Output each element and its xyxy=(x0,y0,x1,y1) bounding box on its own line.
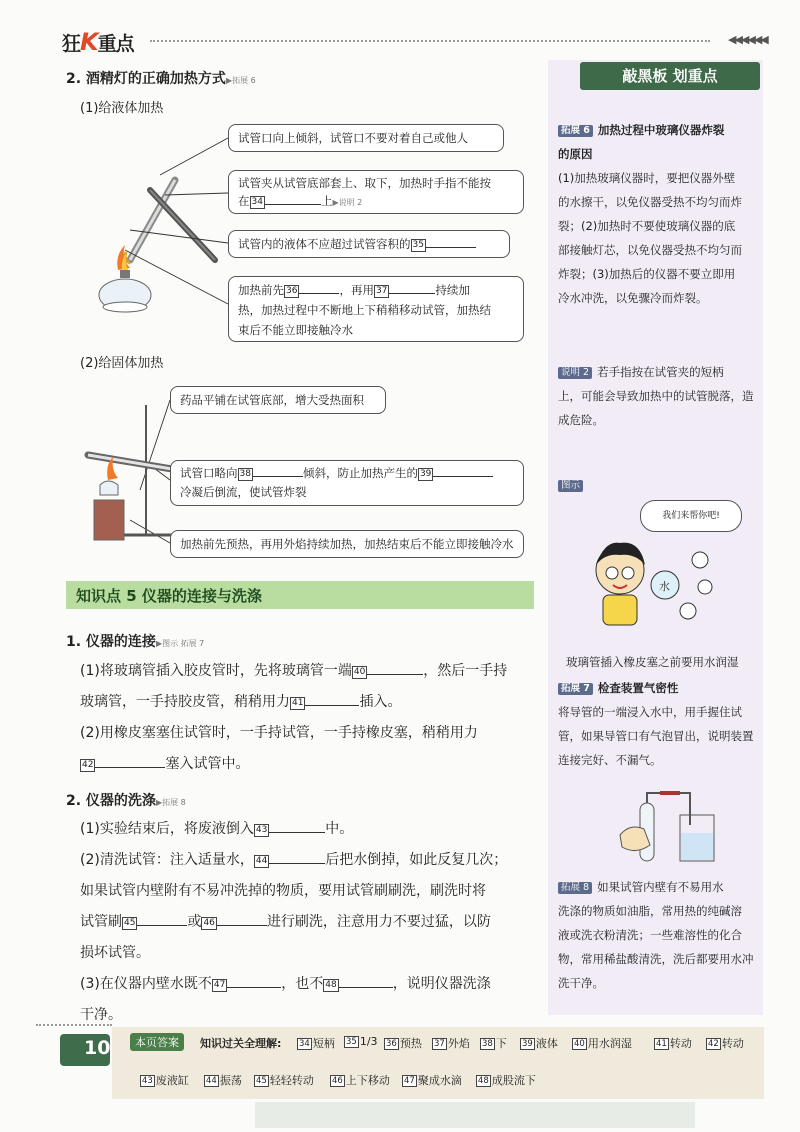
connection-paragraph-1: (1)将玻璃管插入胶皮管时，先将玻璃管一端 40 ，然后一手持 玻璃管，一手持胶皮管，稍稍用力 41 插入。 xyxy=(80,663,508,710)
water-label: 水 xyxy=(659,580,670,593)
washing-paragraph-2: (2)清洗试管：注入适量水， 44 后把水倒掉，如此反复几次； 如果试管内壁附有不易冲洗掉的物质，要用试管刷刷洗，刷洗时将 试管刷 45 或 46 进行刷洗，注意用力不要过猛，以防 损坏试管。 xyxy=(80,852,508,961)
solid-heating-title: (2)给固体加热 xyxy=(80,356,164,371)
sidebar-extension-7: 拓展 7 检查装置气密性 将导管的一端浸入水中，用手握住试 管，如果导管口有气泡冒出，说明装置 连接完好、不漏气。 xyxy=(558,681,754,767)
tip-spread-sample: 药品平铺在试管底部，增大受热面积 xyxy=(170,386,386,414)
sidebar-extension-6: 拓展 6 加热过程中玻璃仪器炸裂 的原因 (1)加热玻璃仪器时，要把仪器外壁 的水擦干，以免仪器受热不均匀而炸 裂；(2)加热时不要使玻璃仪器的底 部接触灯芯，以免仪器受热不均匀而 炸裂；(3)加热后的仪器不要立即用 冷水冲洗，以免骤冷而炸裂。 xyxy=(558,123,742,305)
tip-preheat: 加热前先 36 ，再用 37 持续加 热，加热过程中不断地上下稍稍移动试管，加热结 束后不能立即接触冷水 xyxy=(228,276,524,342)
subsection-title-washing: 2. 仪器的洗涤▶拓展 8 xyxy=(66,793,186,809)
figure-caption: 玻璃管插入橡皮塞之前要用水润湿 xyxy=(566,655,739,669)
tip-outer-flame: 加热前先预热，再用外焰持续加热，加热结束后不能立即接触冷水 xyxy=(170,530,524,558)
answer-42: 42 转动 xyxy=(708,1037,744,1050)
answer-40: 40 用水润湿 xyxy=(574,1037,632,1050)
brand-logo: 狂K重点 xyxy=(62,28,134,56)
answer-48: 48 成股流下 xyxy=(478,1074,536,1087)
tip-tube-angle: 试管口向上倾斜，试管口不要对着自己或他人 xyxy=(228,124,504,152)
answer-39: 39 液体 xyxy=(522,1037,558,1050)
answer-44: 44 振荡 xyxy=(206,1074,242,1087)
sidebar-note-2: 说明 2 若手指按在试管夹的短柄 上，可能会导致加热中的试管脱落，造 成危险。 xyxy=(558,365,754,427)
answer-46: 46 上下移动 xyxy=(332,1074,390,1087)
speech-bubble: 我们来帮你吧! xyxy=(640,500,742,532)
sidebar-heading: 敲黑板 划重点 xyxy=(580,62,760,90)
page-number: 10 xyxy=(84,1037,111,1059)
answer-label: 本页答案 xyxy=(130,1033,184,1051)
tip-tube-tilt: 试管口略向 38 倾斜，防止加热产生的 39 冷凝后倒流，使试管炸裂 xyxy=(170,460,524,506)
answer-38: 38 下 xyxy=(482,1037,507,1050)
washing-paragraph-3: (3)在仪器内壁水既不 47 ，也不 48 ，说明仪器洗涤 干净。 xyxy=(80,976,491,1023)
section-title-heating: 2. 酒精灯的正确加热方式▶拓展 6 xyxy=(66,71,256,87)
tip-tube-holder: 试管夹从试管底部套上、取下，加热时手指不能按 在 34 上▶说明 2 xyxy=(228,170,524,214)
answer-36: 36 预热 xyxy=(386,1037,422,1050)
answer-37: 37 外焰 xyxy=(434,1037,470,1050)
connection-paragraph-2: (2)用橡皮塞塞住试管时，一手持试管，一手持橡皮塞，稍稍用力 42 塞入试管中。 xyxy=(80,725,478,772)
answer-34: 34 短柄 xyxy=(299,1037,335,1050)
answer-47: 47 聚成水滴 xyxy=(404,1074,462,1087)
tip-liquid-volume: 试管内的液体不应超过试管容积的 35 xyxy=(228,230,510,258)
washing-paragraph-1: (1)实验结束后，将废液倒入 43 中。 xyxy=(80,821,354,837)
footer-divider xyxy=(36,1024,112,1026)
bottom-band xyxy=(255,1102,695,1128)
sidebar-extension-8: 拓展 8 如果试管内壁有不易用水 洗涤的物质如油脂，常用热的纯碱溶 液或洗衣粉清洗；一些难溶性的化合 物，常用稀盐酸清洗，洗后都要用水冲 洗干净。 xyxy=(558,880,754,990)
subsection-title-connection: 1. 仪器的连接▶图示 拓展 7 xyxy=(66,634,205,650)
liquid-heating-title: (1)给液体加热 xyxy=(80,101,164,116)
airtightness-illustration xyxy=(600,785,740,865)
answer-title: 知识过关全理解: xyxy=(200,1037,282,1050)
sidebar-figure-label: 图示 xyxy=(558,474,588,493)
kid-illustration xyxy=(585,525,745,635)
answer-43: 43 废液缸 xyxy=(142,1074,189,1087)
section-title-knowledge-5: 知识点 5 仪器的连接与洗涤 xyxy=(76,587,262,605)
header-arrows: ◀◀◀◀◀◀ xyxy=(728,33,767,46)
answer-45: 45 轻轻转动 xyxy=(256,1074,314,1087)
answer-41: 41 转动 xyxy=(656,1037,692,1050)
answer-35: 35 1/3 xyxy=(346,1035,378,1048)
